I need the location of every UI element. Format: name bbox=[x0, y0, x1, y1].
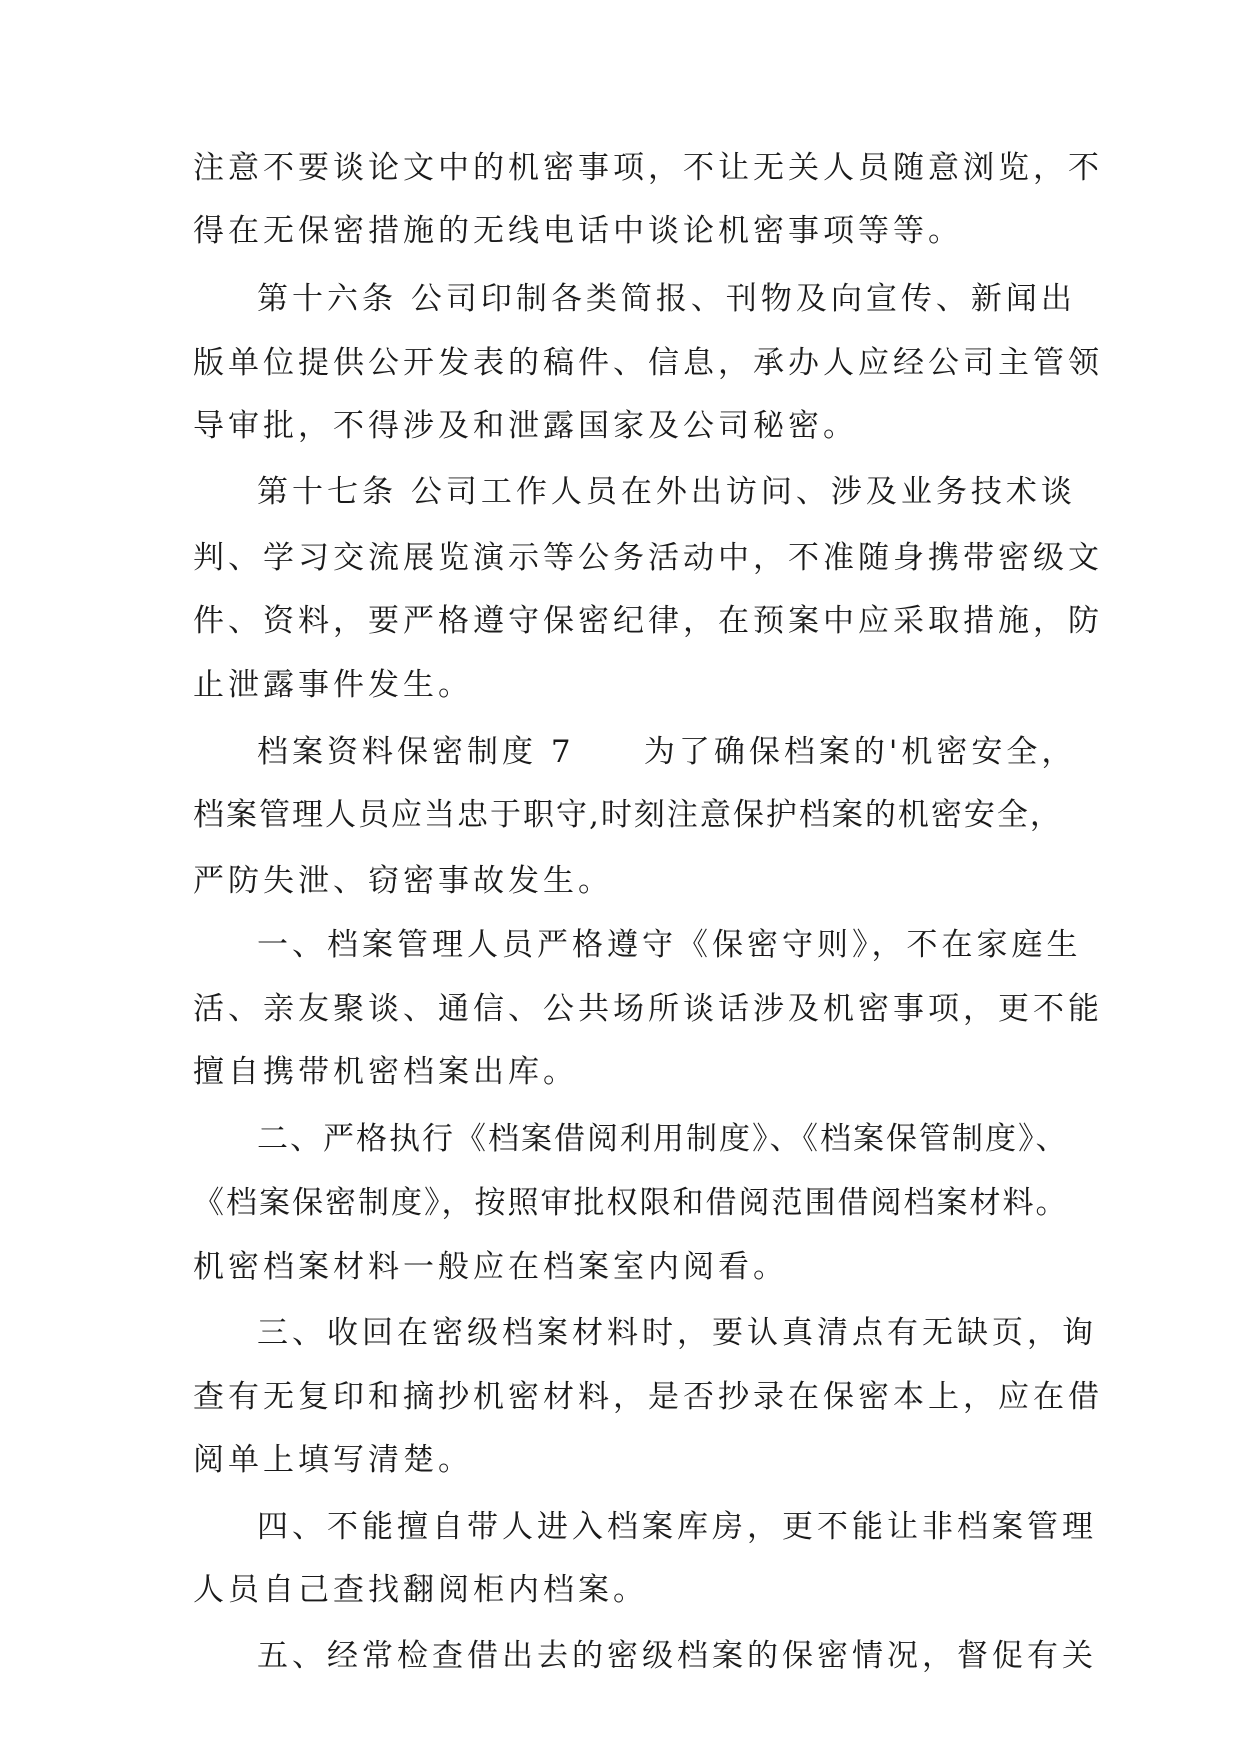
text-line: 注意不要谈论文中的机密事项，不让无关人员随意浏览，不 bbox=[193, 150, 1103, 186]
text-line: 《档案保密制度》，按照审批权限和借阅范围借阅档案材料。 bbox=[193, 1185, 1069, 1221]
text-line: 阅单上填写清楚。 bbox=[193, 1442, 473, 1478]
text-line: 查有无复印和摘抄机密材料，是否抄录在保密本上，应在借 bbox=[193, 1379, 1103, 1415]
text-line: 得在无保密措施的无线电话中谈论机密事项等等。 bbox=[193, 213, 963, 249]
text-line: 判、学习交流展览演示等公务活动中，不准随身携带密级文 bbox=[193, 540, 1103, 576]
text-line: 导审批，不得涉及和泄露国家及公司秘密。 bbox=[193, 408, 858, 444]
text-line: 机密档案材料一般应在档案室内阅看。 bbox=[193, 1249, 788, 1285]
article-17-heading-line: 第十七条 公司工作人员在外出访问、涉及业务技术谈 bbox=[257, 474, 1076, 510]
item-3-line: 三、收回在密级档案材料时，要认真清点有无缺页，询 bbox=[257, 1315, 1097, 1351]
text-line: 止泄露事件发生。 bbox=[193, 667, 473, 703]
text-line: 人员自己查找翻阅柜内档案。 bbox=[193, 1572, 648, 1608]
text-line: 版单位提供公开发表的稿件、信息，承办人应经公司主管领 bbox=[193, 345, 1103, 381]
section-title-line: 档案资料保密制度 7 为了确保档案的'机密安全， bbox=[257, 734, 1077, 770]
text-line: 档案管理人员应当忠于职守,时刻注意保护档案的机密安全， bbox=[193, 797, 1063, 833]
text-line: 擅自携带机密档案出库。 bbox=[193, 1054, 578, 1090]
article-16-heading-line: 第十六条 公司印制各类简报、刊物及向宣传、新闻出 bbox=[257, 281, 1076, 317]
text-line: 活、亲友聚谈、通信、公共场所谈话涉及机密事项，更不能 bbox=[193, 991, 1103, 1027]
item-1-line: 一、档案管理人员严格遵守《保密守则》，不在家庭生 bbox=[257, 927, 1082, 963]
item-2-line: 二、严格执行《档案借阅利用制度》、《档案保管制度》、 bbox=[257, 1121, 1069, 1157]
item-4-line: 四、不能擅自带人进入档案库房，更不能让非档案管理 bbox=[257, 1509, 1097, 1545]
text-line: 件、资料，要严格遵守保密纪律，在预案中应采取措施，防 bbox=[193, 603, 1103, 639]
text-line: 严防失泄、窃密事故发生。 bbox=[193, 863, 613, 899]
item-5-line: 五、经常检查借出去的密级档案的保密情况，督促有关 bbox=[257, 1638, 1097, 1674]
